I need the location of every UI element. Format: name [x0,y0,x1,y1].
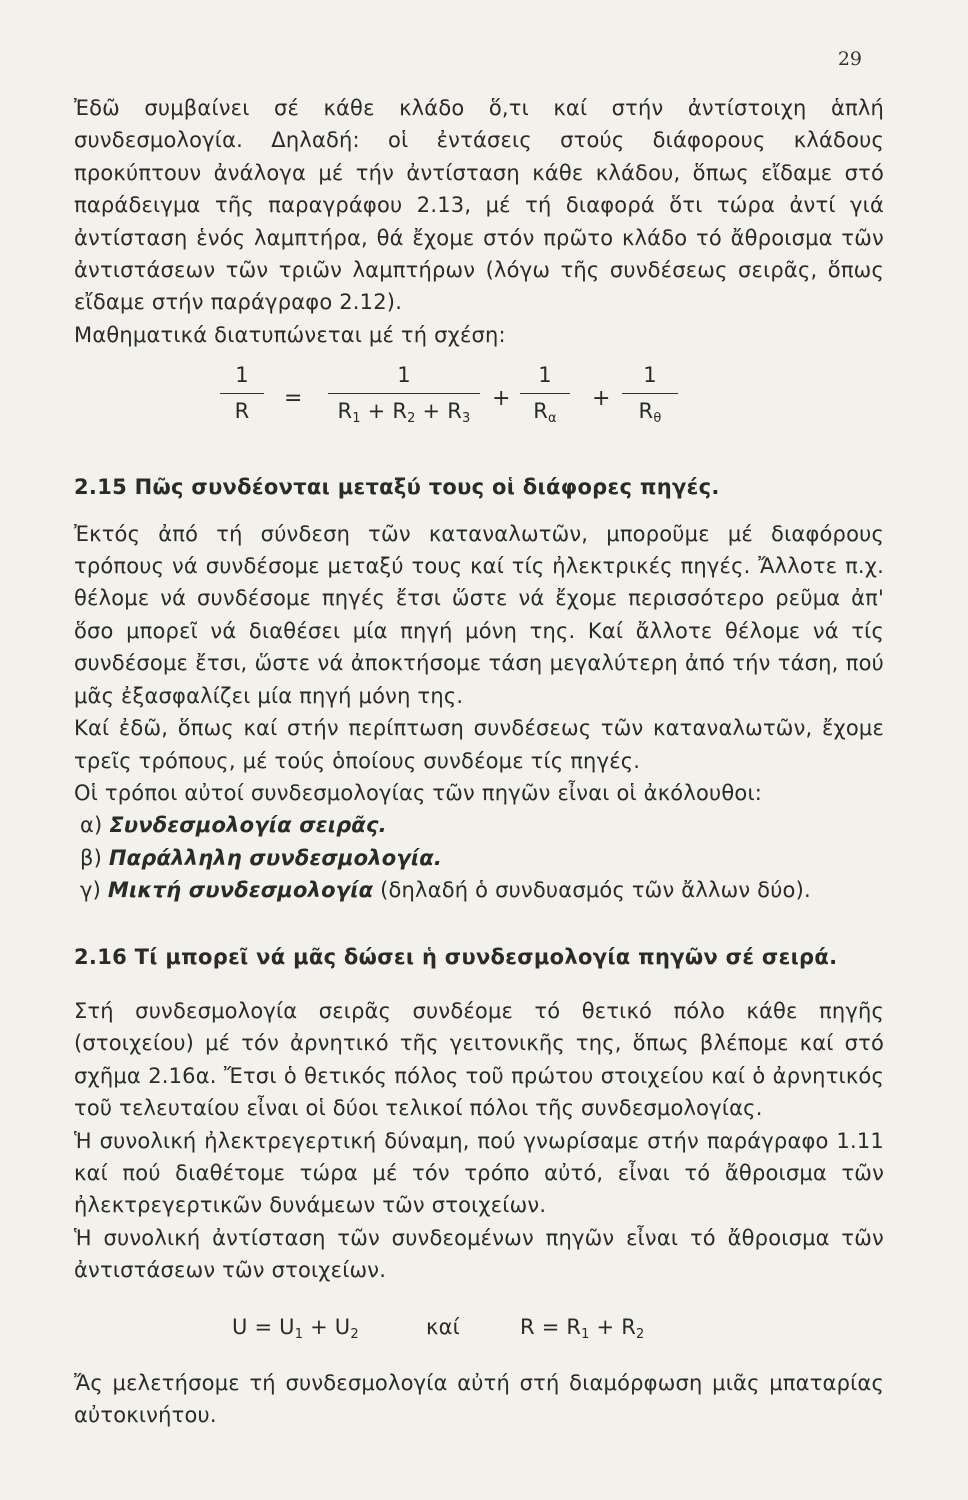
page-number: 29 [837,48,862,70]
paragraph-formula-intro: Μαθηματικά διατυπώνεται μέ τή σχέση: [74,322,506,347]
paragraph-car-battery: Ἄς μελετήσομε τή συνδεσμολογία αὐτή στή διαμόρφωση μιᾶς μπαταρίας αὐτοκινήτου. [74,1370,884,1427]
paragraph-methods-list-intro: Οἱ τρόποι αὐτοί συνδεσμολογίας τῶν πηγῶν εἶναι οἱ ἀκόλουθοι: [74,780,763,805]
fraction-1-over-R: 1 R [220,361,264,426]
list-item-series: α) Συνδεσμολογία σειρᾶς. [80,813,387,838]
formula-parallel-resistance [74,361,884,453]
plus-sign: + [492,386,511,412]
paragraph-total-emf: Ἡ συνολική ἠλεκτρεγερτική δύναμη, πού γνωρίσαμε στήν παράγραφο 1.11 καί πού διαθέτομε τώρα μέ τόν τρόπο αὐτό, εἶναι τό ἄθροισμα τῶν ἠλεκτρεγερτικῶν δυνάμεων τῶν στοιχείων. [74,1128,884,1218]
paragraph-total-resistance: Ἡ συνολική ἀντίσταση τῶν συνδεομένων πηγῶν εἶναι τό ἄθροισμα τῶν ἀντιστάσεων τῶν στοιχείων. [74,1225,884,1283]
list-item-parallel: β) Παράλληλη συνδεσμολογία. [80,845,443,870]
formula-series-sums: $U = U_1 + U_2$ καί $R = R_1 + R_2$ [232,1314,645,1342]
list-item-mixed: γ) Μικτή συνδεσμολογία (δηλαδή ὁ συνδυασμός τῶν ἄλλων δύο). [80,878,811,903]
fraction-1-over-R-alpha: 1 $R_\alpha$ [520,361,570,426]
plus-sign: + [592,386,611,412]
fraction-1-over-R-theta: 1 $R_\theta$ [622,361,678,426]
paragraph-sources-intro: Ἐκτός ἀπό τή σύνδεση τῶν καταναλωτῶν, μποροῦμε μέ διαφόρους τρόπους νά συνδέσομε μεταξύ τους καί τίς ἠλεκτρικές πηγές. Ἄλλοτε π.χ. θέλομε νά συνδέσομε πηγές ἔτσι ὥστε νά ἔχομε περισσότερο ρεῦμα ἀπ' ὅσο μπορεῖ νά διαθέσει μία πηγή μόνη της. Καί ἄλλοτε θέλομε νά τίς συνδέσομε ἔτσι, ὥστε νά ἀποκτήσομε τάση μεγαλύτερη ἀπό τήν τάση, πού μᾶς ἐξασφαλίζει μία πηγή μόνη της. [74,521,884,708]
section-heading-2-16: 2.16 Τί μπορεῖ νά μᾶς δώσει ἡ συνδεσμολογία πηγῶν σέ σειρά. [74,944,838,969]
section-heading-2-15: 2.15 Πῶς συνδέονται μεταξύ τους οἱ διάφορες πηγές. [74,475,720,500]
page-content [74,92,884,1431]
equals-sign: = [284,386,303,412]
fraction-1-over-series-sum: 1 $R_1 + R_2 + R_3$ [328,361,480,426]
paragraph-parallel-branches: Ἐδῶ συμβαίνει σέ κάθε κλάδο ὅ,τι καί στήν ἀντίστοιχη ἁπλή συνδεσμολογία. Δηλαδή: οἱ ἐντάσεις στούς διάφορους κλάδους προκύπτουν ἀνάλογα μέ τήν ἀντίσταση κάθε κλάδου, ὅπως εἴδαμε στό παράδειγμα τῆς παραγράφου 2.13, μέ τή διαφορά ὅτι τώρα ἀντί γιά ἀντίσταση ἑνός λαμπτήρα, θά ἔχομε στόν πρῶτο κλάδο τό ἄθροισμα τῶν ἀντιστάσεων τῶν τριῶν λαμπτήρων (λόγω τῆς συνδέσεως σειρᾶς, ὅπως εἴδαμε στήν παράγραφο 2.12). [74,96,884,315]
paragraph-series-connection: Στή συνδεσμολογία σειρᾶς συνδέομε τό θετικό πόλο κάθε πηγῆς (στοιχείου) μέ τόν ἀρνητικό τῆς γειτονικῆς της, ὅπως βλέπομε καί στό σχῆμα 2.16α. Ἔτσι ὁ θετικός πόλος τοῦ πρώτου στοιχείου καί ὁ ἀρνητικός τοῦ τελευταίου εἶναι οἱ δύοι τελικοί πόλοι τῆς συνδεσμολογίας. [74,998,884,1121]
paragraph-three-ways: Καί ἐδῶ, ὅπως καί στήν περίπτωση συνδέσεως τῶν καταναλωτῶν, ἔχομε τρεῖς τρόπους, μέ τούς ὁποίους συνδέομε τίς πηγές. [74,716,884,773]
